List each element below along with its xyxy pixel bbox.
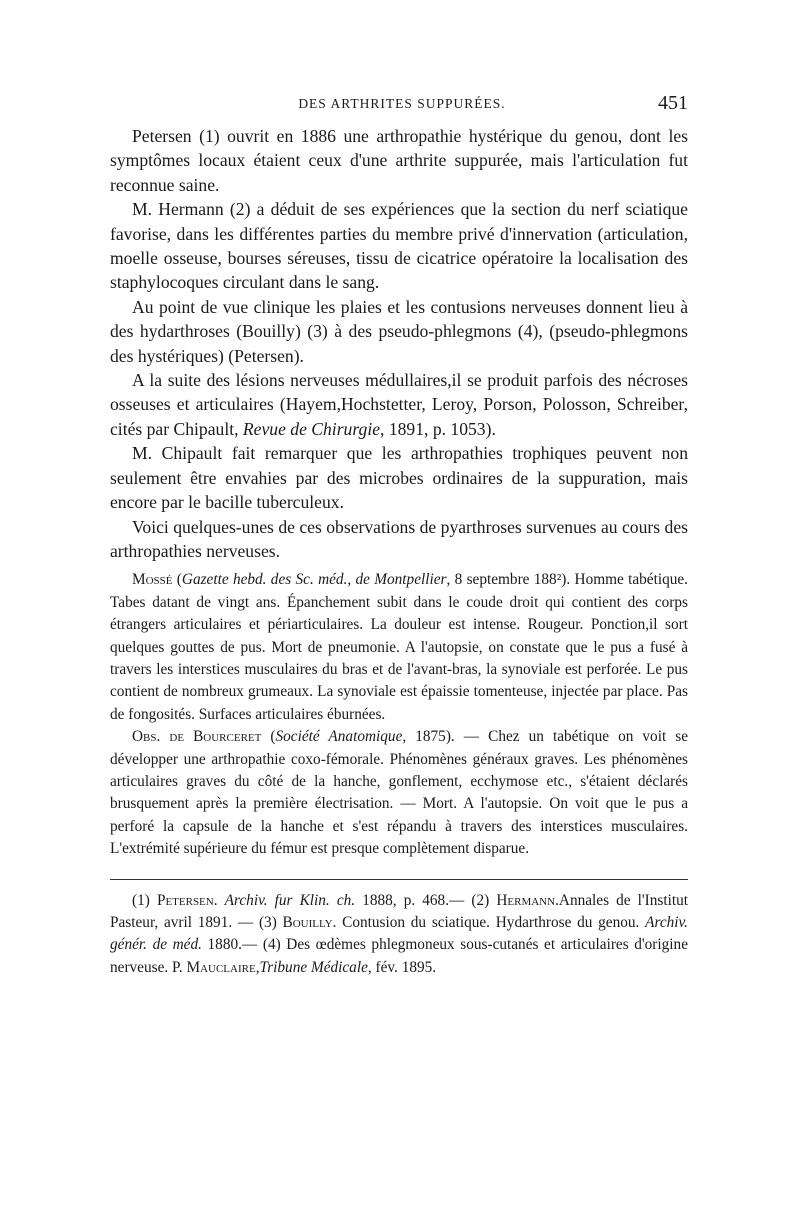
fn3-tail: 1880.— (4) Des œdèmes phlegmoneux sous-cutanés et articulaires d'origine nerveuse. P. [110,936,688,976]
paragraph-chipault: M. Chipault fait remarquer que les arthropathies trophiques peuvent non seulement être envahies par des microbes ordinaires de la suppuration, mais encore par le bacille tuberculeux. [110,443,688,513]
fn3-author: Bouilly [282,914,333,931]
fn1-sep: . [213,891,225,909]
paragraph-lesions-medullaires [110,368,688,441]
fn1-journal: Archiv. fur Klin. ch. [224,891,356,909]
fn4-rest: , fév. 1895. [367,958,437,976]
obs2-open: ( [261,728,276,746]
p4-text-b: , 1891, p. 1053). [380,418,496,439]
paragraph-voici: Voici quelques-unes de ces observations de pyarthroses survenues au cours des arthropathies nerveuses. [110,516,688,561]
page-number: 451 [658,92,688,114]
fn2-rest: .Annales de l'Institut Pasteur, avril 1891. — (3) [110,891,688,931]
p4-text-a: A la suite des lésions nerveuses médullaires,il se produit parfois des nécroses osseuses et articulaires (Hayem,Hochstetter, Leroy, Porson, Polosson, Schreiber, cités par Chipault, [110,370,688,439]
obs1-text: , 8 septembre 188²). Homme tabétique. Tabes datant de vingt ans. Épanchement subit dans le coude droit qui contient des corps étrangers articulaires et périarticulaires. La douleur est intense. Rougeur. Ponction,il sort quelques gouttes de pus. Mort de pneumonie. A l'autopsie, on constate que le pus a fusé à travers les interstices musculaires du bras et de l'avant-bras, la synoviale est perforée. Le pus contient de nombreux grumeaux. La synoviale est épaissie tomenteuse, injectée par place. Pas de fongosités. Surfaces articulaires éburnées. [110,571,688,723]
obs1-author: Mossé [132,571,173,589]
p4-journal: Revue de Chirurgie [242,418,381,439]
fn1-rest: 1888, p. 468.— (2) [355,891,497,909]
footnote-rule [110,879,688,880]
running-head [110,92,688,118]
obs1-source: Gazette hebd. des Sc. méd., de Montpellier [181,571,447,589]
fn4-sep: , [255,958,260,976]
paragraph-hermann: M. Hermann (2) a déduit de ses expériences que la section du nerf sciatique favorise, dans les différentes parties du membre privé d'innervation (articulation, moelle osseuse, bourses séreuses, tissu de cicatrice opératoire la localisation des staphylocoques circulant dans le sang. [110,199,688,293]
fn1-num: (1) [132,891,157,909]
fn2-author: Hermann [496,891,556,909]
fn4-author: Mauclaire [186,958,256,976]
paragraph-clinique: Au point de vue clinique les plaies et les contusions nerveuses donnent lieu à des hydarthroses (Bouilly) (3) à des pseudo-phlegmons (4), (pseudo-phlegmons des hystériques) (Petersen). [110,296,688,366]
paragraph-petersen: Petersen (1) ouvrit en 1886 une arthropathie hystérique du genou, dont les symptômes locaux étaient ceux d'une arthrite suppurée, mais l'articulation fut reconnue saine. [110,126,688,195]
observation-mosse [110,569,688,726]
book-page [110,92,688,979]
obs2-text: , 1875). — Chez un tabétique on voit se développer une arthropathie coxo-fémorale. Phénomènes généraux graves. Les phénomènes articulaires graves du côté de la hanche, gonflement, ecchymose etc., s'étaient déclarés brusquement après la première électrisation. — Mort. A l'autopsie. On voit que le pus a perforé la capsule de la hanche et s'est répandu à travers des interstices musculaires. L'extrémité supérieure du fémur est presque complètement disparue. [110,728,688,858]
obs2-source: Société Anatomique [275,728,403,746]
obs2-prefix: Obs. de Bourceret [132,728,262,746]
fn3-rest: . Contusion du sciatique. Hydarthrose du genou. [332,914,646,931]
observation-bourceret [110,726,688,860]
fn1-author: Petersen [156,891,214,909]
fn3-journal: Archiv. génér. de méd. [110,914,688,954]
running-title: DES ARTHRITES SUPPURÉES. [298,96,506,111]
obs1-open: ( [172,571,182,589]
fn4-journal: Tribune Médicale [259,958,368,976]
footnotes [110,890,688,980]
